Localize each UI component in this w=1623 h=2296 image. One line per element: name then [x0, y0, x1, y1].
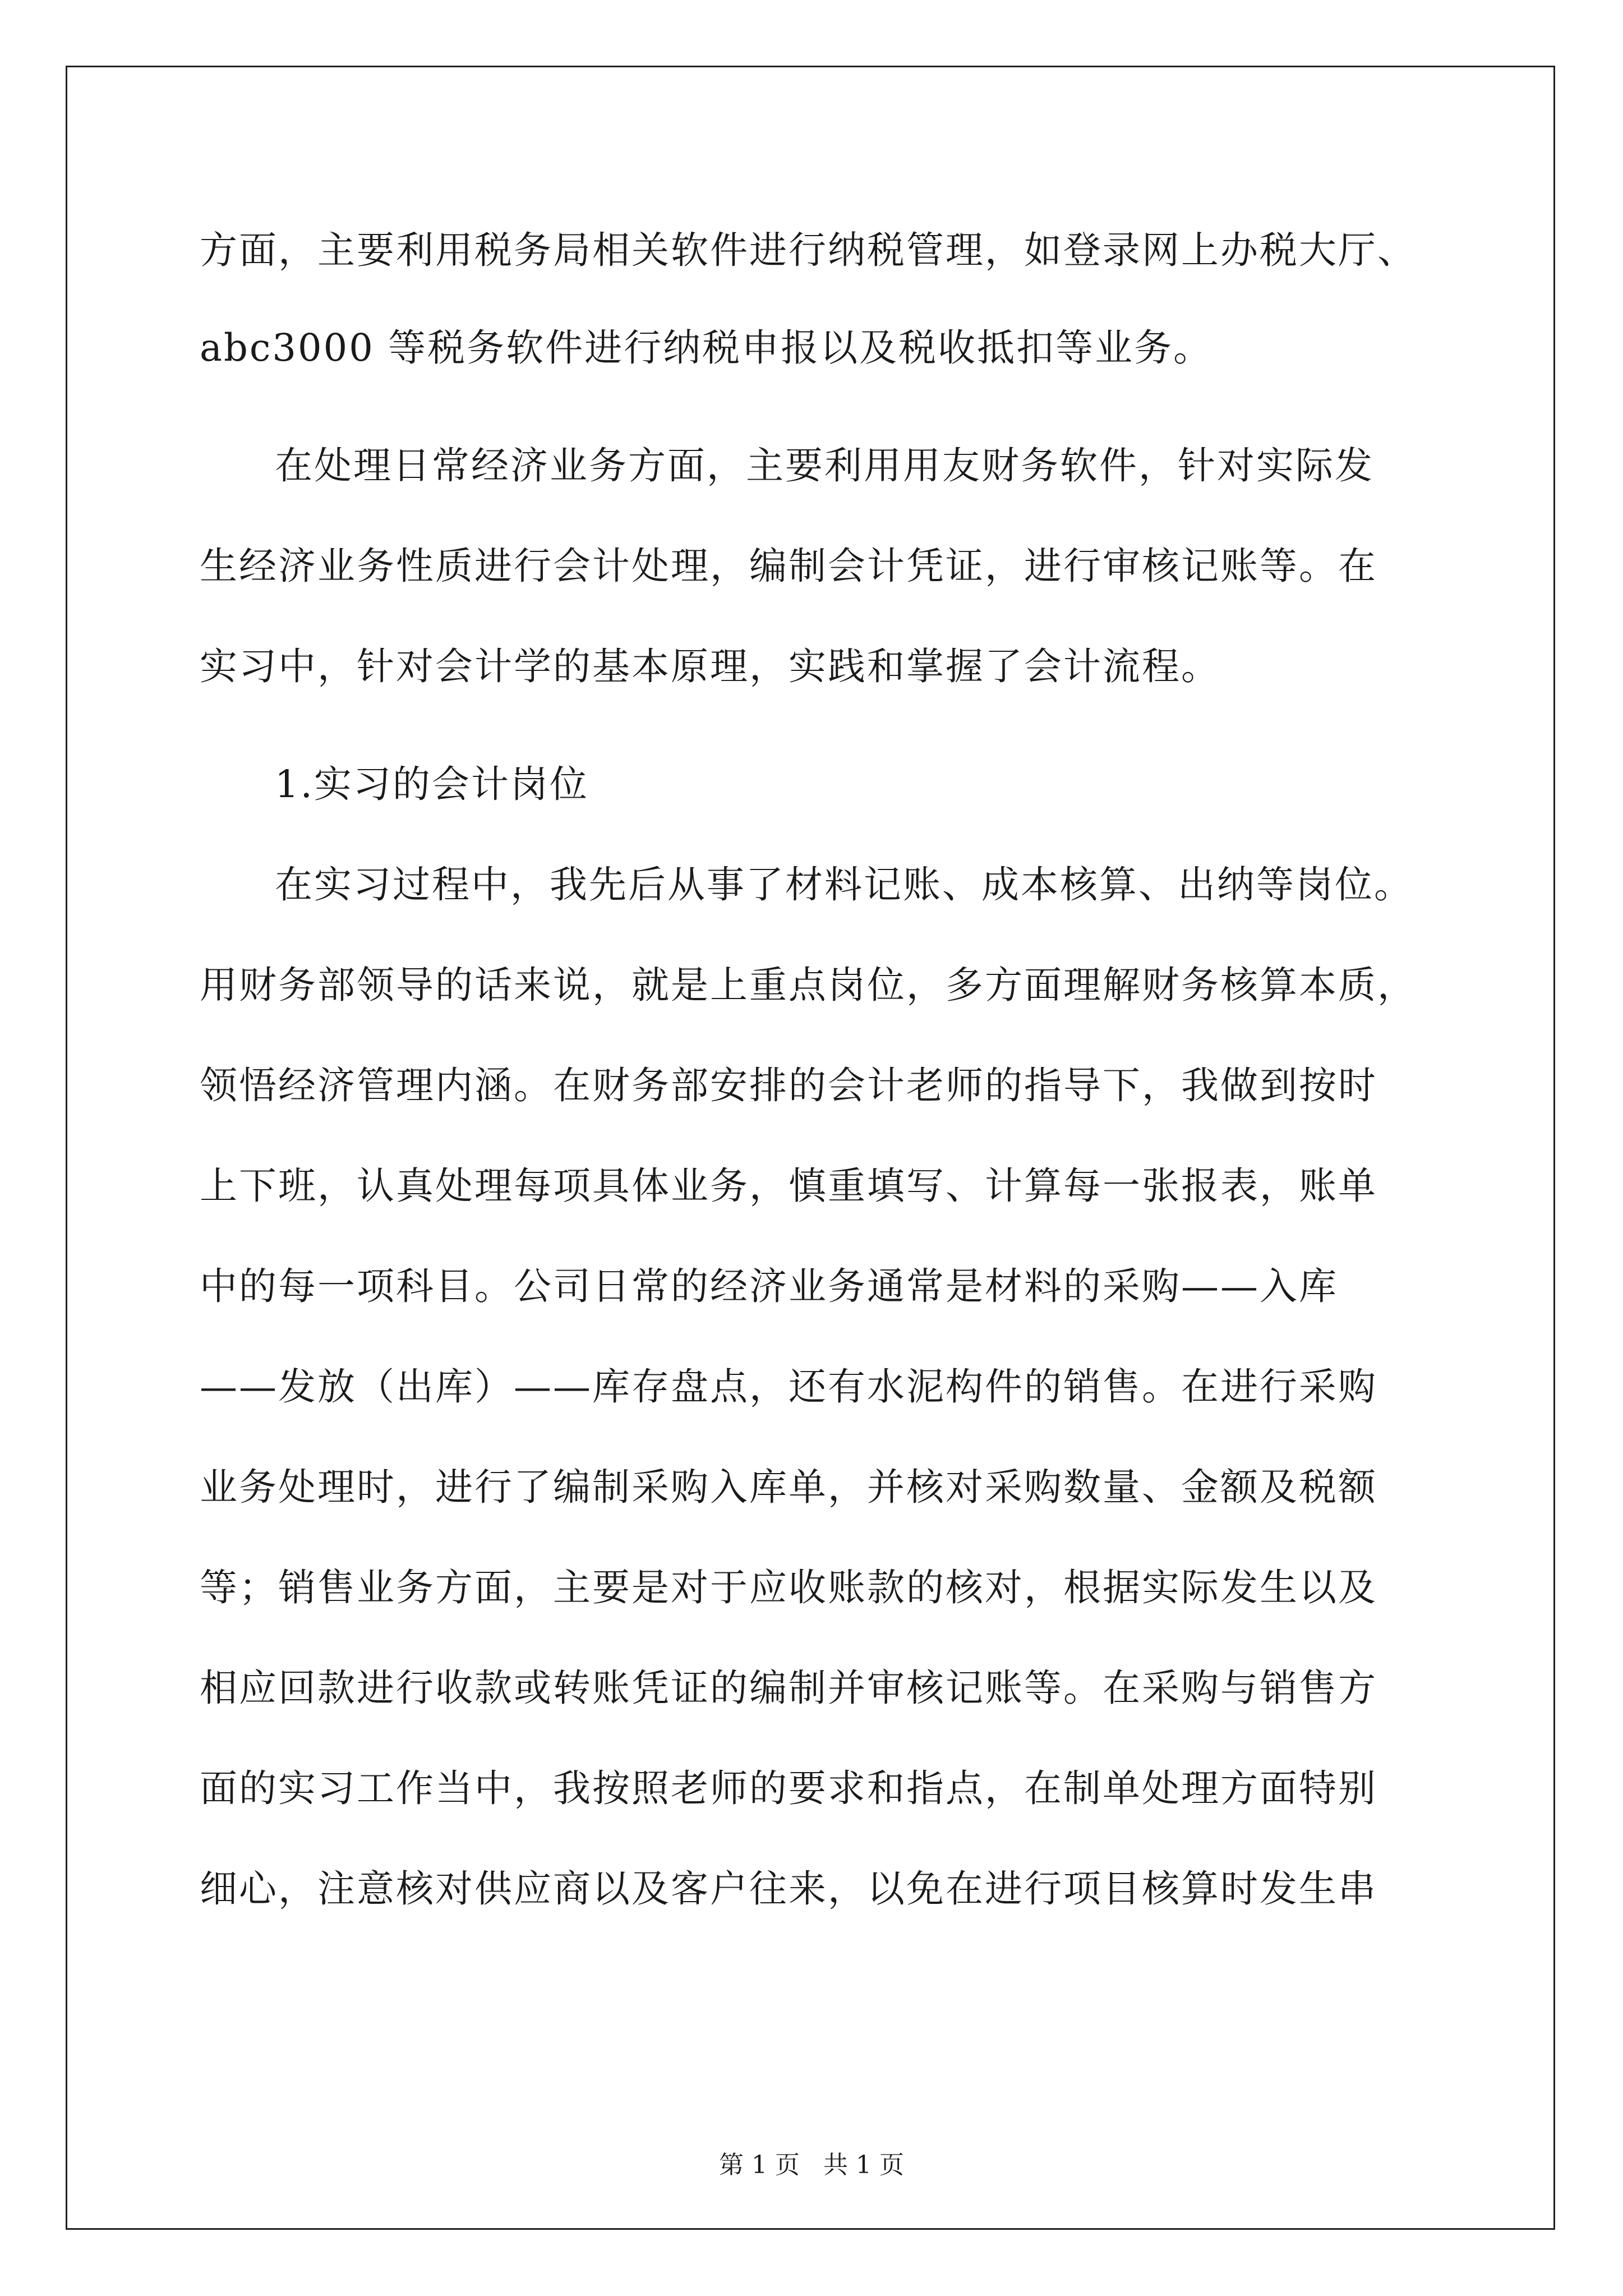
- body-line-14: 等；销售业务方面，主要是对于应收账款的核对，根据实际发生以及: [200, 1566, 1377, 1609]
- body-line-5: 实习中，针对会计学的基本原理，实践和掌握了会计流程。: [200, 645, 1220, 688]
- body-line-9: 领悟经济管理内涵。在财务部安排的会计老师的指导下，我做到按时: [200, 1064, 1377, 1107]
- body-line-11: 中的每一项科目。公司日常的经济业务通常是材料的采购——入库: [200, 1264, 1338, 1308]
- body-line-17: 细心，注意核对供应商以及客户往来，以免在进行项目核算时发生串: [200, 1867, 1377, 1911]
- body-line-3: 在处理日常经济业务方面，主要利用用友财务软件，针对实际发: [275, 444, 1374, 487]
- body-line-16: 面的实习工作当中，我按照老师的要求和指点，在制单处理方面特别: [200, 1766, 1377, 1810]
- body-line-7: 在实习过程中，我先后从事了材料记账、成本核算、出纳等岗位。: [275, 863, 1413, 907]
- page-number-footer: 第 1 页 共 1 页: [719, 2151, 904, 2179]
- body-line-8: 用财务部领导的话来说，就是上重点岗位，多方面理解财务核算本质，: [200, 963, 1417, 1007]
- body-line-13: 业务处理时，进行了编制采购入库单，并核对采购数量、金额及税额: [200, 1465, 1377, 1509]
- body-line-1: 方面，主要利用税务局相关软件进行纳税管理，如登录网上办税大厅、: [200, 228, 1417, 272]
- section-heading: 1.实习的会计岗位: [275, 762, 589, 806]
- body-line-2: abc3000 等税务软件进行纳税申报以及税收抵扣等业务。: [200, 326, 1213, 370]
- body-line-15: 相应回款进行收款或转账凭证的编制并审核记账等。在采购与销售方: [200, 1666, 1377, 1710]
- body-line-12: ——发放（出库）——库存盘点，还有水泥构件的销售。在进行采购: [200, 1365, 1377, 1409]
- body-line-10: 上下班，认真处理每项具体业务，慎重填写、计算每一张报表，账单: [200, 1164, 1377, 1208]
- body-line-4: 生经济业务性质进行会计处理，编制会计凭证，进行审核记账等。在: [200, 544, 1377, 588]
